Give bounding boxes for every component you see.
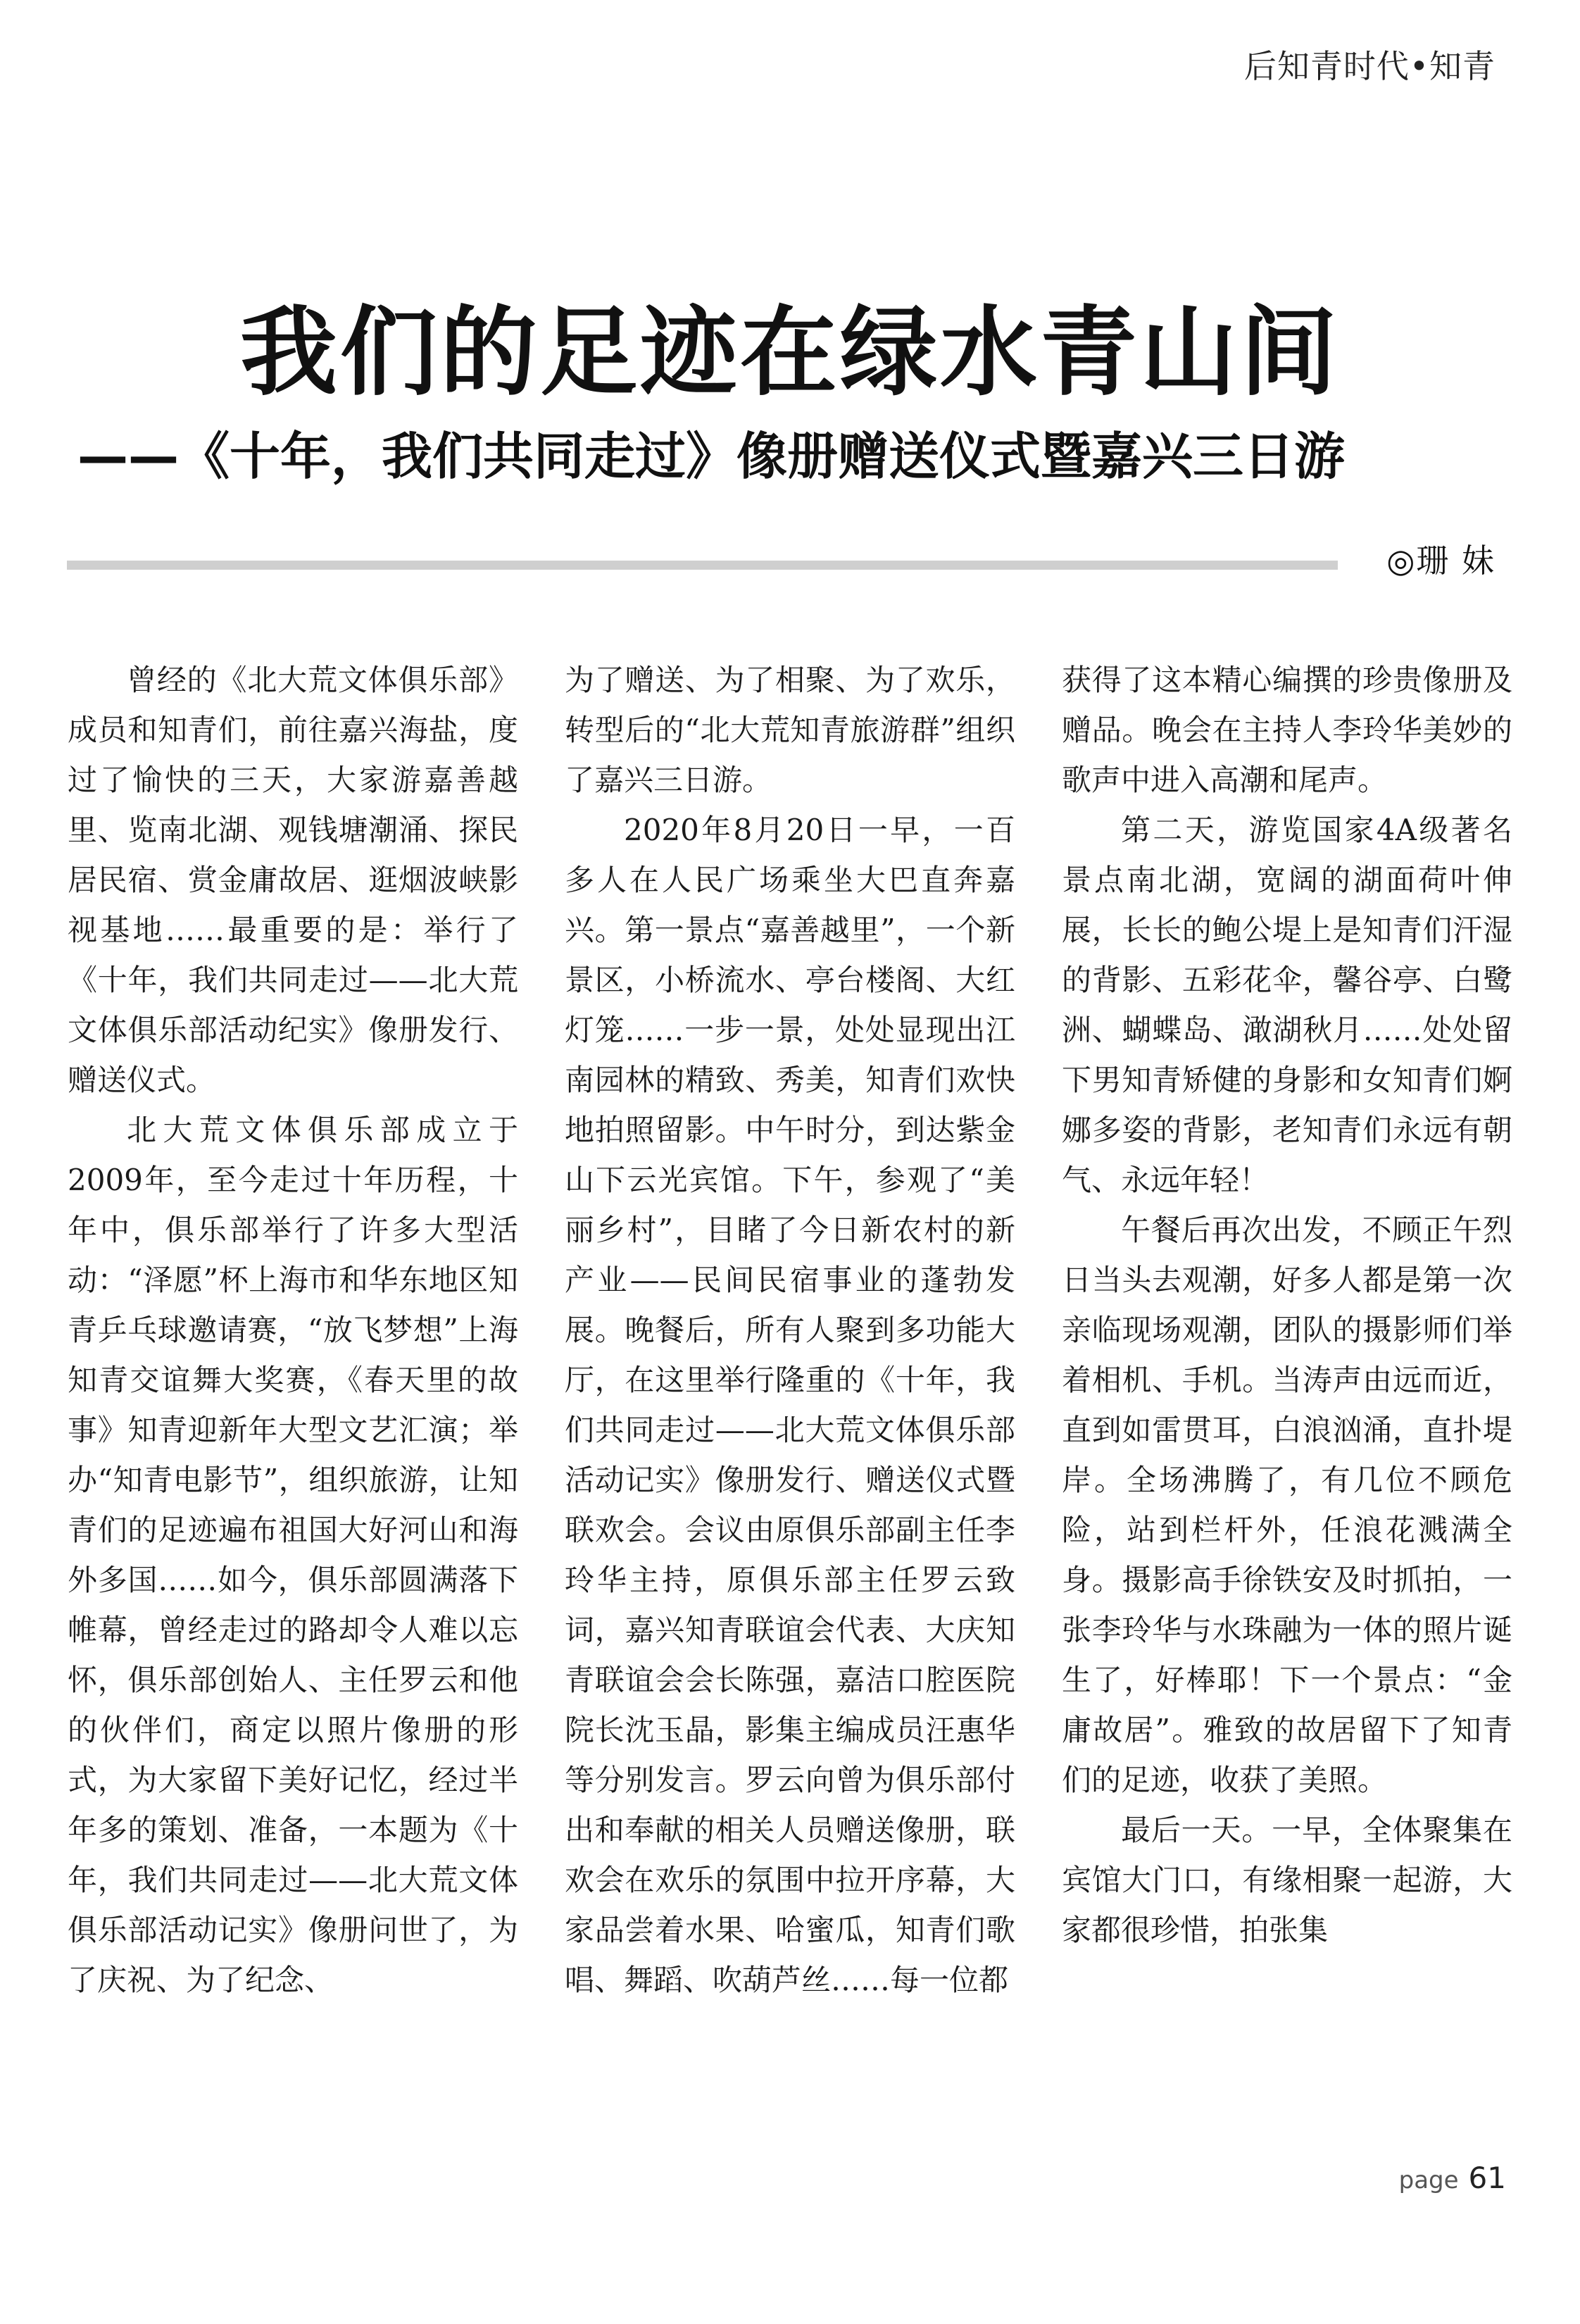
text-column-2: [565, 655, 1015, 2134]
author-byline: ◎珊 妹: [1386, 542, 1496, 580]
page-number: 61: [1468, 2161, 1506, 2195]
page-label: page: [1398, 2166, 1459, 2194]
paragraph: 午餐后再次出发，不顾正午烈日当头去观潮，好多人都是第一次亲临现场观潮，团队的摄影师们举着相机、手机。当涛声由远而近，直到如雷贯耳，白浪汹涌，直扑堤岸。全场沸腾了，有几位不顾危险，站到栏杆外，任浪花溅满全身。摄影高手徐铁安及时抓拍，一张李玲华与水珠融为一体的照片诞生了，好棒耶！下一个景点：“金庸故居”。雅致的故居留下了知青们的足迹，收获了美照。: [1062, 1213, 1512, 1797]
section-header: 后知青时代•知青: [1243, 47, 1496, 85]
article-subtitle: ——《十年，我们共同走过》像册赠送仪式暨嘉兴三日游: [77, 427, 1346, 486]
paragraph: 曾经的《北大荒文体俱乐部》成员和知青们，前往嘉兴海盐，度过了愉快的三天，大家游嘉善越里、览南北湖、观钱塘潮涌、探民居民宿、赏金庸故居、逛烟波峡影视基地……最重要的是：举行了《十年，我们共同走过——北大荒文体俱乐部活动纪实》像册发行、赠送仪式。: [68, 663, 518, 1097]
article-title: 我们的足迹在绿水青山间: [239, 296, 1340, 409]
title-divider: [67, 561, 1338, 570]
paragraph-continued: 为了赠送、为了相聚、为了欢乐，转型后的“北大荒知青旅游群”组织了嘉兴三日游。: [565, 663, 1015, 797]
paragraph: 北大荒文体俱乐部成立于2009年，至今走过十年历程，十年中，俱乐部举行了许多大型活动：“泽愿”杯上海市和华东地区知青乒乓球邀请赛，“放飞梦想”上海知青交谊舞大奖赛，《春天里的故事》知青迎新年大型文艺汇演；举办“知青电影节”，组织旅游，让知青们的足迹遍布祖国大好河山和海外多国……如今，俱乐部圆满落下帷幕，曾经走过的路却令人难以忘怀，俱乐部创始人、主任罗云和他的伙伴们，商定以照片像册的形式，为大家留下美好记忆，经过半年多的策划、准备，一本题为《十年，我们共同走过——北大荒文体俱乐部活动记实》像册问世了，为了庆祝、为了纪念、: [68, 1113, 518, 1997]
paragraph: 第二天，游览国家4A级著名景点南北湖，宽阔的湖面荷叶伸展，长长的鲍公堤上是知青们汗湿的背影、五彩花伞，馨谷亭、白鹭洲、蝴蝶岛、澉湖秋月……处处留下男知青矫健的身影和女知青们婀娜多姿的背影，老知青们永远有朝气、永远年轻！: [1062, 813, 1512, 1197]
text-column-3: [1062, 655, 1512, 2134]
paragraph: 最后一天。一早，全体聚集在宾馆大门口，有缘相聚一起游，大家都很珍惜，拍张集: [1062, 1813, 1512, 1947]
paragraph-continued: 获得了这本精心编撰的珍贵像册及赠品。晚会在主持人李玲华美妙的歌声中进入高潮和尾声。: [1062, 663, 1512, 797]
text-column-1: [68, 655, 518, 2134]
page-footer: [1399, 2161, 1506, 2195]
paragraph: 2020年8月20日一早，一百多人在人民广场乘坐大巴直奔嘉兴。第一景点“嘉善越里”，一个新景区，小桥流水、亭台楼阁、大红灯笼……一步一景，处处显现出江南园林的精致、秀美，知青们欢快地拍照留影。中午时分，到达紫金山下云光宾馆。下午，参观了“美丽乡村”，目睹了今日新农村的新产业——民间民宿事业的蓬勃发展。晚餐后，所有人聚到多功能大厅，在这里举行隆重的《十年，我们共同走过——北大荒文体俱乐部活动记实》像册发行、赠送仪式暨联欢会。会议由原俱乐部副主任李玲华主持，原俱乐部主任罗云致词，嘉兴知青联谊会代表、大庆知青联谊会会长陈强，嘉洁口腔医院院长沈玉晶，影集主编成员汪惠华等分别发言。罗云向曾为俱乐部付出和奉献的相关人员赠送像册，联欢会在欢乐的氛围中拉开序幕，大家品尝着水果、哈蜜瓜，知青们歌唱、舞蹈、吹葫芦丝……每一位都: [565, 813, 1015, 1997]
